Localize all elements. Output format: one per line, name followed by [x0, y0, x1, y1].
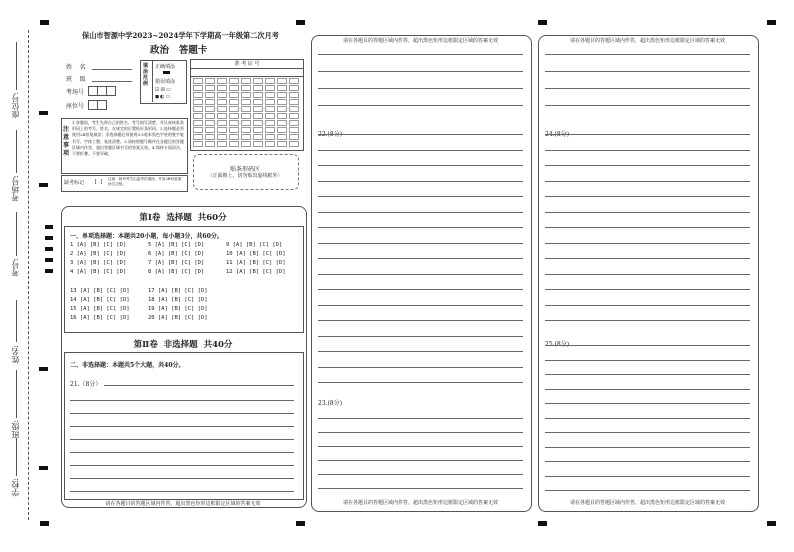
answer-line[interactable]: [70, 413, 294, 414]
choice-question-row[interactable]: 17 [A] [B] [C] [D]: [148, 288, 208, 294]
answer-line[interactable]: [318, 71, 523, 72]
answer-line[interactable]: [70, 400, 294, 401]
digit-bubble[interactable]: [241, 120, 251, 126]
q25-label: 25.(8分): [545, 341, 570, 348]
section1-title: 第Ⅰ卷 选择题 共60分: [139, 213, 227, 223]
answer-line[interactable]: [70, 439, 294, 440]
digit-bubble[interactable]: [229, 141, 239, 147]
section2-heading: 二、非选择题：本题共5个大题，共40分。: [70, 362, 185, 369]
digit-bubble[interactable]: [193, 92, 203, 98]
timing-mark: [767, 20, 776, 25]
digit-bubble[interactable]: [265, 120, 275, 126]
question-block[interactable]: [70, 242, 298, 327]
answer-line[interactable]: [318, 474, 523, 475]
seat-box[interactable]: [97, 100, 107, 110]
strip-seat: 座位号:: [11, 92, 20, 119]
digit-bubble[interactable]: [241, 78, 251, 84]
absent-label: 缺考标记: [64, 180, 85, 186]
seat-label: 座位号: [66, 103, 85, 110]
timing-mark: [538, 20, 547, 25]
digit-bubble[interactable]: [217, 113, 227, 119]
digit-bubble[interactable]: [265, 127, 275, 133]
answer-line[interactable]: [70, 491, 294, 492]
digit-bubble[interactable]: [193, 120, 203, 126]
exam-number-title: 准 考 证 号: [234, 61, 260, 67]
choice-question-row[interactable]: 3 [A] [B] [C] [D]: [70, 260, 127, 266]
absent-bubble[interactable]: [ ]: [94, 179, 104, 185]
digit-bubble[interactable]: [277, 134, 287, 140]
q21-label: 21.（8分）: [70, 381, 102, 388]
col3-notice-top: 请在各题目的答题区域内作答，超出黑色矩形边框限定区域的答案无效: [569, 38, 725, 44]
digit-bubble[interactable]: [217, 106, 227, 112]
digit-bubble[interactable]: [277, 99, 287, 105]
strip-name-line: [16, 300, 17, 342]
answer-line[interactable]: [545, 360, 750, 361]
strip-name: 姓名:: [11, 345, 20, 364]
timing-mark: [45, 269, 53, 273]
choice-question-row[interactable]: 20 [A] [B] [C] [D]: [148, 315, 208, 321]
digit-bubble[interactable]: [277, 85, 287, 91]
digit-bubble[interactable]: [289, 78, 299, 84]
col1-notice: 请在各题目的答题区域内作答，超出黑色矩形边框限定区域的答案无效: [105, 501, 261, 507]
answer-line[interactable]: [545, 305, 750, 306]
answer-line[interactable]: [318, 289, 523, 290]
digit-bubble[interactable]: [205, 78, 215, 84]
answer-line[interactable]: [545, 403, 750, 404]
digit-bubble[interactable]: [217, 141, 227, 147]
choice-question-row[interactable]: 14 [A] [B] [C] [D]: [70, 297, 130, 303]
digit-bubble[interactable]: [253, 85, 263, 91]
digit-bubble[interactable]: [229, 127, 239, 133]
digit-bubble[interactable]: [193, 99, 203, 105]
digit-bubble[interactable]: [193, 106, 203, 112]
col2-notice-bottom: 请在各题目的答题区域内作答，超出黑色矩形边框限定区域的答案无效: [342, 500, 498, 506]
digit-bubble[interactable]: [253, 120, 263, 126]
digit-bubble[interactable]: [265, 106, 275, 112]
digit-bubble[interactable]: [265, 85, 275, 91]
answer-line[interactable]: [545, 345, 750, 346]
answer-line[interactable]: [545, 105, 750, 106]
digit-bubble[interactable]: [289, 99, 299, 105]
answer-line[interactable]: [318, 243, 523, 244]
digit-bubble[interactable]: [289, 127, 299, 133]
timing-mark: [40, 20, 49, 25]
barcode-title: 贴条形码区: [229, 166, 260, 173]
answer-line[interactable]: [545, 71, 750, 72]
digit-bubble[interactable]: [253, 127, 263, 133]
choice-question-row[interactable]: 16 [A] [B] [C] [D]: [70, 315, 130, 321]
digit-bubble[interactable]: [289, 92, 299, 98]
answer-line[interactable]: [545, 418, 750, 419]
digit-bubble[interactable]: [193, 78, 203, 84]
answer-line[interactable]: [545, 389, 750, 390]
answer-line[interactable]: [545, 212, 750, 213]
digit-bubble[interactable]: [241, 85, 251, 91]
digit-bubble[interactable]: [241, 99, 251, 105]
choice-question-row[interactable]: 12 [A] [B] [C] [D]: [226, 269, 286, 275]
choice-question-row[interactable]: 13 [A] [B] [C] [D]: [70, 288, 130, 294]
digit-bubble[interactable]: [205, 113, 215, 119]
answer-line[interactable]: [318, 54, 523, 55]
choice-question-row[interactable]: 8 [A] [B] [C] [D]: [148, 269, 205, 275]
room-box[interactable]: [106, 86, 116, 96]
answer-line[interactable]: [318, 196, 523, 197]
answer-line[interactable]: [318, 351, 523, 352]
timing-mark: [296, 20, 305, 25]
answer-line[interactable]: [545, 461, 750, 462]
digit-bubble[interactable]: [265, 134, 275, 140]
answer-line[interactable]: [318, 446, 523, 447]
answer-line[interactable]: [318, 305, 523, 306]
choice-question-row[interactable]: 15 [A] [B] [C] [D]: [70, 306, 130, 312]
digit-bubble[interactable]: [253, 106, 263, 112]
notes-text: 1.答题前，考生先将自己的姓名、考号填写清楚，并认真核准条形码上的考号、姓名，在规定的位置贴好条形码。2.选择题必须使用2B铅笔填涂；非选择题必须使用0.5毫米黑色字迹的签字笔书写，字体工整、笔迹清楚。3.请按照题号顺序在各题目的答题区域内作答，超出答题区域书写的答案无效。4.保持卡面清洁，不要折叠、不要弄破。: [72, 120, 184, 157]
exam-number-divider: [191, 68, 303, 69]
answer-line[interactable]: [70, 478, 294, 479]
digit-bubble[interactable]: [205, 134, 215, 140]
timing-mark: [40, 521, 49, 526]
answer-line[interactable]: [70, 426, 294, 427]
choice-question-row[interactable]: 9 [A] [B] [C] [D]: [226, 242, 283, 248]
choice-question-row[interactable]: 19 [A] [B] [C] [D]: [148, 306, 208, 312]
digit-bubble[interactable]: [277, 78, 287, 84]
digit-bubble[interactable]: [241, 134, 251, 140]
digit-bubble[interactable]: [289, 120, 299, 126]
timing-mark: [39, 111, 48, 115]
digit-bubble[interactable]: [265, 141, 275, 147]
strip-seat-line: [16, 42, 17, 90]
digit-bubble[interactable]: [265, 113, 275, 119]
answer-line[interactable]: [318, 274, 523, 275]
answer-line[interactable]: [318, 460, 523, 461]
timing-mark: [45, 247, 53, 251]
choice-question-row[interactable]: 4 [A] [B] [C] [D]: [70, 269, 127, 275]
strip-room-line: [16, 130, 17, 173]
digit-bubble[interactable]: [205, 141, 215, 147]
answer-line[interactable]: [70, 465, 294, 466]
digit-bubble[interactable]: [265, 92, 275, 98]
fill-example-divider: [152, 60, 153, 102]
strip-class: 班级:: [11, 420, 20, 439]
digit-bubble[interactable]: [205, 127, 215, 133]
digit-bubbles[interactable]: [193, 78, 301, 148]
digit-bubble[interactable]: [229, 106, 239, 112]
digit-bubble[interactable]: [265, 99, 275, 105]
digit-bubble[interactable]: [277, 127, 287, 133]
digit-bubble[interactable]: [265, 78, 275, 84]
digit-bubble[interactable]: [217, 99, 227, 105]
answer-line[interactable]: [318, 418, 523, 419]
answer-line[interactable]: [318, 432, 523, 433]
digit-bubble[interactable]: [217, 92, 227, 98]
answer-line[interactable]: [545, 227, 750, 228]
digit-bubble[interactable]: [229, 120, 239, 126]
answer-line[interactable]: [545, 476, 750, 477]
digit-bubble[interactable]: [217, 78, 227, 84]
timing-mark: [767, 521, 776, 526]
answer-line[interactable]: [545, 181, 750, 182]
strip-exam-no: 考号:: [11, 258, 20, 277]
digit-bubble[interactable]: [289, 106, 299, 112]
digit-bubble[interactable]: [289, 113, 299, 119]
school-title: 保山市智源中学2023~2024学年下学期高一年级第二次月考: [82, 31, 279, 40]
correct-fill-icon: [163, 71, 170, 74]
exam-number-divider: [191, 76, 303, 77]
digit-bubble[interactable]: [253, 141, 263, 147]
answer-line[interactable]: [545, 88, 750, 89]
subject-title: 政治 答题卡: [150, 45, 208, 56]
strip-class-line: [16, 370, 17, 418]
exam-number-grid: [190, 59, 304, 151]
col3-notice-bottom: 请在各题目的答题区域内作答，超出黑色矩形边框限定区域的答案无效: [569, 500, 725, 506]
digit-bubble[interactable]: [241, 141, 251, 147]
q23-label: 23.(8分): [318, 400, 343, 407]
timing-mark: [538, 521, 547, 526]
answer-line[interactable]: [545, 258, 750, 259]
answer-line[interactable]: [318, 105, 523, 106]
answer-line[interactable]: [545, 374, 750, 375]
digit-bubble[interactable]: [253, 99, 263, 105]
timing-mark: [45, 236, 53, 240]
fill-wrong-label: 错误填涂: [155, 79, 176, 85]
digit-bubble[interactable]: [253, 78, 263, 84]
digit-bubble[interactable]: [277, 120, 287, 126]
col2-notice-top: 请在各题目的答题区域内作答，超出黑色矩形边框限定区域的答案无效: [342, 38, 498, 44]
answer-line[interactable]: [318, 320, 523, 321]
q21-line[interactable]: [104, 385, 294, 386]
answer-line[interactable]: [318, 165, 523, 166]
wrong-fill-icons: ◼◐▭: [155, 94, 172, 100]
class-field[interactable]: [92, 81, 132, 82]
answer-line[interactable]: [545, 490, 750, 491]
answer-line[interactable]: [545, 243, 750, 244]
answer-line[interactable]: [545, 289, 750, 290]
timing-mark: [296, 521, 305, 526]
section2-title: 第Ⅱ卷 非选择题 共40分: [133, 340, 233, 350]
digit-bubble[interactable]: [217, 85, 227, 91]
digit-bubble[interactable]: [253, 134, 263, 140]
timing-mark: [45, 258, 53, 262]
digit-bubble[interactable]: [277, 113, 287, 119]
answer-line[interactable]: [545, 447, 750, 448]
answer-line[interactable]: [545, 432, 750, 433]
choice-question-row[interactable]: 18 [A] [B] [C] [D]: [148, 297, 208, 303]
digit-bubble[interactable]: [229, 134, 239, 140]
digit-bubble[interactable]: [241, 92, 251, 98]
fill-correct-label: 正确填涂: [155, 64, 176, 70]
notes-label: 注意事项: [63, 126, 70, 157]
digit-bubble[interactable]: [193, 141, 203, 147]
digit-bubble[interactable]: [205, 92, 215, 98]
digit-bubble[interactable]: [217, 134, 227, 140]
digit-bubble[interactable]: [205, 106, 215, 112]
digit-bubble[interactable]: [253, 113, 263, 119]
digit-bubble[interactable]: [205, 99, 215, 105]
name-label: 姓 名: [66, 64, 86, 71]
choice-question-row[interactable]: 6 [A] [B] [C] [D]: [148, 251, 205, 257]
answer-line[interactable]: [318, 150, 523, 151]
timing-mark: [39, 466, 48, 470]
choice-question-row[interactable]: 7 [A] [B] [C] [D]: [148, 260, 205, 266]
choice-question-row[interactable]: 10 [A] [B] [C] [D]: [226, 251, 286, 257]
strip-room: 考场号:: [11, 175, 20, 202]
choice-question-row[interactable]: 5 [A] [B] [C] [D]: [148, 242, 205, 248]
answer-line[interactable]: [70, 452, 294, 453]
class-label: 班 级: [66, 76, 86, 83]
choice-question-row[interactable]: 2 [A] [B] [C] [D]: [70, 251, 127, 257]
digit-bubble[interactable]: [241, 127, 251, 133]
answer-line[interactable]: [545, 274, 750, 275]
digit-bubble[interactable]: [241, 113, 251, 119]
timing-mark: [45, 225, 53, 229]
q22-label: 22.(8分): [318, 131, 343, 138]
answer-line[interactable]: [318, 88, 523, 89]
room-label: 考场号: [66, 89, 85, 96]
answer-line[interactable]: [318, 181, 523, 182]
answer-line[interactable]: [318, 212, 523, 213]
digit-bubble[interactable]: [289, 134, 299, 140]
digit-bubble[interactable]: [289, 85, 299, 91]
digit-bubble[interactable]: [229, 78, 239, 84]
strip-school-line: [16, 438, 17, 476]
section1-heading: 一、单项选择题：本题共20小题，每小题3分，共60分。: [70, 233, 223, 240]
answer-line[interactable]: [545, 196, 750, 197]
barcode-sub: （正面朝上，切勿贴出虚线框外）: [207, 173, 283, 179]
answer-line[interactable]: [318, 134, 523, 135]
digit-bubble[interactable]: [193, 85, 203, 91]
digit-bubble[interactable]: [229, 85, 239, 91]
digit-bubble[interactable]: [229, 113, 239, 119]
digit-bubble[interactable]: [217, 120, 227, 126]
digit-bubble[interactable]: [205, 120, 215, 126]
digit-bubble[interactable]: [193, 127, 203, 133]
strip-school: 学校:: [11, 478, 20, 497]
absent-text: 注意：缺考考生由监考员填涂，并用2B铅笔填涂左边框。: [108, 177, 182, 186]
choice-question-row[interactable]: 11 [A] [B] [C] [D]: [226, 260, 286, 266]
binding-line: [28, 30, 29, 520]
name-field[interactable]: [92, 69, 132, 70]
timing-mark: [39, 183, 48, 187]
answer-line[interactable]: [545, 134, 750, 135]
wrong-fill-icons: ☑☒▭: [155, 87, 172, 93]
digit-bubble[interactable]: [277, 106, 287, 112]
digit-bubble[interactable]: [193, 113, 203, 119]
digit-bubble[interactable]: [241, 106, 251, 112]
digit-bubble[interactable]: [277, 92, 287, 98]
answer-line[interactable]: [318, 367, 523, 368]
choice-question-row[interactable]: 1 [A] [B] [C] [D]: [70, 242, 127, 248]
answer-line[interactable]: [318, 227, 523, 228]
digit-bubble[interactable]: [277, 141, 287, 147]
answer-line[interactable]: [545, 165, 750, 166]
strip-exam-no-line: [16, 212, 17, 256]
answer-line[interactable]: [545, 54, 750, 55]
answer-line[interactable]: [545, 150, 750, 151]
answer-line[interactable]: [545, 320, 750, 321]
q24-label: 24.(8分): [545, 131, 570, 138]
digit-bubble[interactable]: [193, 134, 203, 140]
answer-line[interactable]: [318, 258, 523, 259]
digit-bubble[interactable]: [217, 127, 227, 133]
digit-bubble[interactable]: [205, 85, 215, 91]
timing-mark: [39, 367, 48, 371]
digit-bubble[interactable]: [229, 92, 239, 98]
answer-line[interactable]: [318, 336, 523, 337]
fill-example-side: 填涂范例: [143, 63, 149, 87]
digit-bubble[interactable]: [253, 92, 263, 98]
digit-bubble[interactable]: [229, 99, 239, 105]
answer-line[interactable]: [318, 382, 523, 383]
digit-bubble[interactable]: [289, 141, 299, 147]
answer-line[interactable]: [318, 488, 523, 489]
